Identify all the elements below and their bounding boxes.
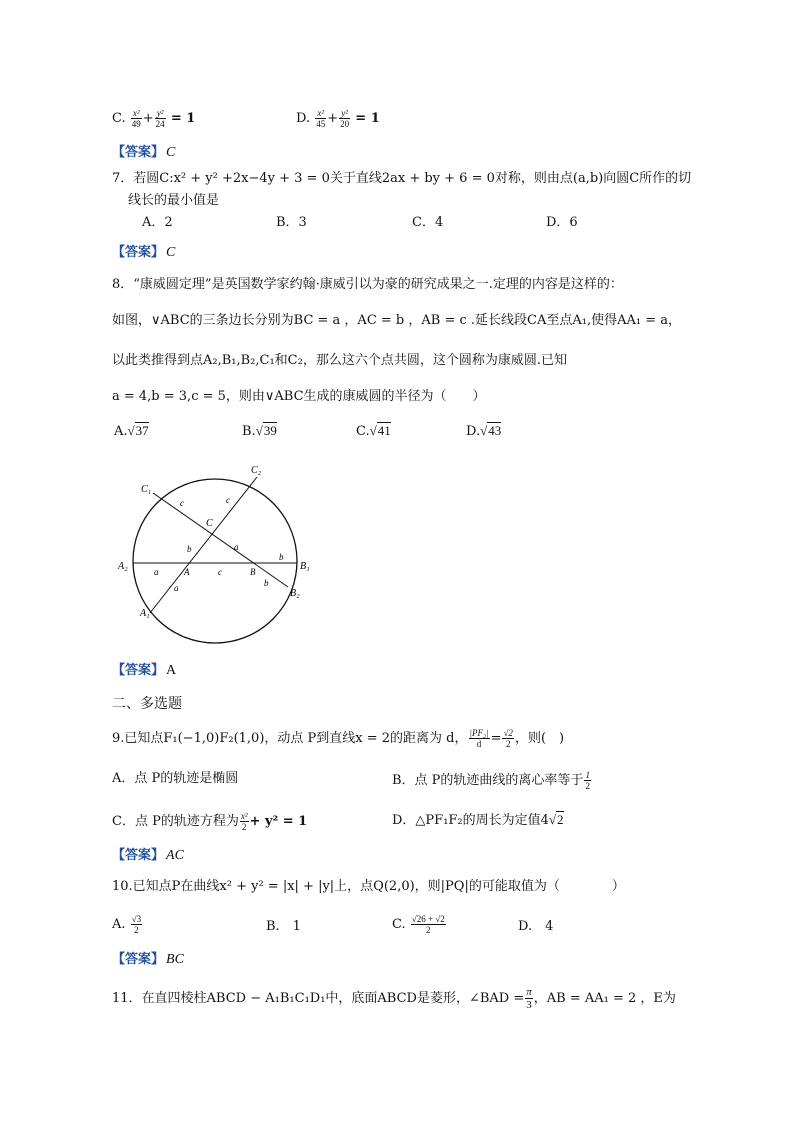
- q7-option-c: C．4: [412, 215, 444, 230]
- option-label: C.: [356, 424, 370, 439]
- q7-option-a: A．2: [142, 215, 173, 230]
- q9-option-d-text: D．△PF₁F₂的周长为定值4: [392, 813, 549, 828]
- q6-option-c: C. $\frac{\text{x²}}{49}$ + $\frac{\text{y²}}{24}$ = 1: [112, 108, 196, 129]
- q9-text-post: ，则( ): [514, 731, 565, 746]
- label-C: C: [206, 518, 213, 529]
- label-C1: C₁: [141, 484, 152, 495]
- q9-ratio: [469, 728, 490, 749]
- frac-den: 2: [134, 925, 139, 935]
- option-label: A.: [114, 424, 128, 439]
- frac-num: √2: [503, 728, 513, 738]
- q8-text-line3: 以此类推得到点A₂,B₁,B₂,C₁和C₂，那么这六个点共圆，这个圆称为康威圆.已知: [112, 353, 567, 368]
- seg-c-middle: c: [218, 567, 222, 577]
- seg-b-right-top: b: [279, 552, 284, 562]
- sqrt: √2: [548, 812, 564, 827]
- sqrt: √39: [255, 423, 277, 438]
- q7-option-b: B．3: [276, 215, 307, 230]
- frac-num: √26 + √2: [411, 914, 445, 924]
- q9-text-pre: 9.已知点F₁(−1,0)F₂(1,0)，动点 P到直线x = 2的距离为 d，: [112, 731, 468, 746]
- frac-den: 2: [505, 739, 511, 749]
- label-B2: B₂: [290, 588, 300, 599]
- q7-answer: [112, 244, 175, 262]
- q10-option-a: [112, 914, 143, 935]
- q9-rhs: [502, 728, 513, 749]
- q9-option-c-frac: [240, 811, 249, 832]
- q11-angle-frac: [525, 986, 533, 1011]
- q9-option-c: [112, 811, 307, 832]
- frac-den: 24: [155, 119, 165, 129]
- q9-option-d: [392, 811, 564, 830]
- seg-c-upper-right: c: [226, 495, 230, 505]
- q6-option-d: D. $\frac{\text{x²}}{45}$ + $\frac{\text{y²}}{20}$ = 1: [296, 108, 380, 129]
- q10-answer: [112, 951, 184, 969]
- conway-circle: [133, 479, 297, 643]
- seg-c-upper-left: c: [180, 498, 184, 508]
- option-label: A.: [112, 917, 126, 932]
- section-heading: 二、多选题: [112, 696, 182, 712]
- frac-den: 3: [526, 999, 532, 1011]
- frac-num: x²: [131, 108, 142, 119]
- q10-option-c: [392, 914, 447, 935]
- q9-option-b: [392, 770, 592, 791]
- q9-eq: =: [490, 731, 502, 746]
- answer-tag: 【答案】: [112, 663, 165, 678]
- radicand: 43: [488, 423, 502, 438]
- seg-b-left: b: [187, 544, 192, 554]
- q11-text-pre: 11．在直四棱柱ABCD − A₁B₁C₁D₁中，底面ABCD是菱形，∠BAD =: [112, 991, 525, 1006]
- label-C2: C₂: [251, 465, 262, 476]
- answer-value: C: [166, 245, 176, 260]
- q8-text-line4: a = 4,b = 3,c = 5，则由∨ABC生成的康威圆的半径为（ ）: [112, 389, 486, 404]
- q6-option-d-frac1: [315, 108, 326, 129]
- seg-b-right-lower: b: [264, 578, 269, 588]
- label-A1: A₁: [140, 608, 150, 619]
- option-label: C.: [392, 917, 406, 932]
- answer-tag: 【答案】: [112, 848, 165, 863]
- q8-text-line1: 8．“康威圆定理”是英国数学家约翰·康威引以为豪的研究成果之一.定理的内容是这样的：: [112, 277, 623, 292]
- frac-num: √3: [131, 914, 142, 924]
- frac-den: 2: [585, 781, 590, 791]
- answer-value: BC: [166, 952, 184, 967]
- answer-tag: 【答案】: [112, 145, 165, 160]
- option-label: B.: [242, 424, 256, 439]
- seg-a-lower: a: [174, 583, 179, 593]
- radicand: 37: [135, 423, 149, 438]
- q6-option-d-label: D.: [296, 111, 311, 126]
- q6-option-c-frac1: [131, 108, 142, 129]
- option-label: D.: [466, 424, 481, 439]
- frac-den: 2: [241, 822, 247, 832]
- q9-text: [112, 728, 564, 749]
- q6-answer: [112, 144, 175, 162]
- q9-option-b-text: B．点 P的轨迹曲线的离心率等于: [392, 773, 584, 788]
- q9-answer: [112, 847, 184, 865]
- frac-den: 49: [131, 119, 141, 129]
- q11-text-post: ，AB = AA₁ = 2 ，E为: [533, 991, 676, 1006]
- radicand: 39: [263, 423, 277, 438]
- q10-option-a-frac: [131, 914, 142, 935]
- line-c2-a1: [150, 477, 257, 613]
- frac-num: y²: [339, 108, 350, 119]
- q10-option-d: D. 4: [518, 919, 554, 934]
- q6-option-c-label: C.: [112, 111, 126, 126]
- q6-option-c-frac2: [155, 108, 166, 129]
- q9-option-b-frac: [584, 770, 591, 791]
- q8-option-c: [356, 422, 391, 441]
- radicand: 41: [377, 423, 391, 438]
- answer-value: AC: [166, 848, 184, 863]
- seg-a-left: a: [154, 567, 159, 577]
- q8-answer: [112, 662, 176, 680]
- q8-option-b: [242, 422, 277, 441]
- sqrt: √43: [480, 423, 502, 438]
- radicand: 2: [557, 812, 564, 827]
- frac-num: |PF₂|: [469, 728, 489, 738]
- q9-option-a: A．点 P的轨迹是椭圆: [112, 771, 239, 786]
- q6-option-d-frac2: [339, 108, 350, 129]
- frac-num: x²: [315, 108, 326, 119]
- label-B1: B₁: [300, 561, 310, 572]
- q7-text-line1: 7．若圆C:x² + y² +2x−4y + 3 = 0关于直线2ax + by + 6 = 0对称，则由点(a,b)向圆C所作的切: [112, 171, 692, 186]
- q10-option-b: B. 1: [266, 919, 301, 934]
- q9-option-c-post: + y² = 1: [249, 814, 308, 829]
- label-A2: A₂: [118, 561, 128, 572]
- answer-value: A: [166, 663, 177, 678]
- q8-option-d: [466, 422, 501, 441]
- label-A: A: [184, 567, 190, 577]
- frac-den: d: [476, 739, 482, 749]
- frac-num: x²: [240, 811, 248, 821]
- frac-den: 45: [316, 119, 326, 129]
- answer-tag: 【答案】: [112, 245, 165, 260]
- frac-den: 20: [340, 119, 350, 129]
- q6-option-c-rhs: = 1: [170, 111, 196, 126]
- conway-circle-diagram: [110, 455, 320, 645]
- q6-option-d-rhs: = 1: [355, 111, 380, 126]
- q8-text-line2: 如图，∨ABC的三条边长分别为BC = a ，AC = b ，AB = c .延长线段CA至点A₁,使得AA₁ = a，: [112, 313, 681, 328]
- frac-num: 1: [585, 770, 590, 780]
- answer-tag: 【答案】: [112, 952, 165, 967]
- label-B: B: [250, 567, 256, 577]
- q11-text: [112, 986, 676, 1011]
- frac-num: π: [526, 986, 532, 998]
- answer-value: C: [166, 145, 176, 160]
- q7-option-d: D．6: [546, 215, 578, 230]
- q10-text: 10.已知点P在曲线x² + y² = |x| + |y|上，点Q(2,0)，则|PQ|的可能取值为（ ）: [112, 879, 625, 894]
- frac-num: y²: [155, 108, 166, 119]
- q7-text-line2: 线长的最小值是: [128, 193, 220, 208]
- frac-den: 2: [426, 925, 431, 935]
- q10-option-c-frac: [411, 914, 446, 935]
- q8-option-a: [114, 422, 149, 441]
- sqrt: √37: [127, 423, 149, 438]
- sqrt: √41: [369, 423, 391, 438]
- q9-option-c-text: C．点 P的轨迹方程为: [112, 814, 239, 829]
- seg-a-right: a: [234, 542, 239, 552]
